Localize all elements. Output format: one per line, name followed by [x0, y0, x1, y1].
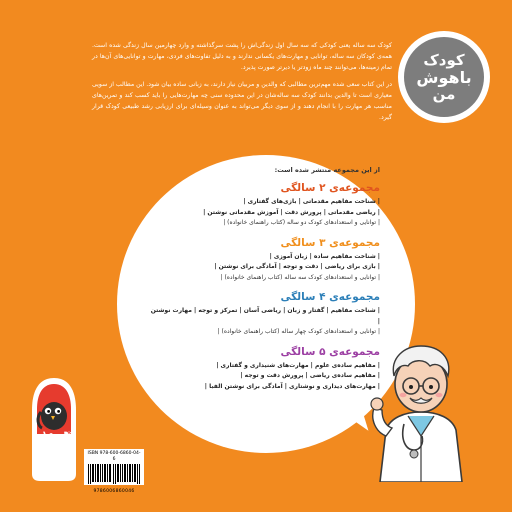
series-list-heading: از این مجموعه منتشر شده است:: [274, 166, 380, 174]
logo-line-3: من: [432, 84, 456, 103]
series-line: | شناخت مفاهیم مقدماتی | بازی‌های گفتاری |: [243, 198, 380, 205]
series-age-5: [150, 346, 380, 393]
intro-paragraph-2: در این کتاب سعی شده مهم‌ترین مطالبی که والدین و مربیان نیاز دارند، به زبانی ساده بیان شود. این مطالب از سویی معیاری است تا والدین بدانند کودک سه ساله‌شان در این محدوده سنی چه مهارت‌هایی را باید کسب کند و تمرین‌های مناسب هر مهارت را با انجام دهند و از سوی دیگر می‌تواند به عنوان وسیله‌ای برای ارزیابی رشد طبیعی کودک قرار گیرد.: [92, 80, 392, 122]
series-line: | بازی برای ریاضی | دقت و توجه | آمادگی برای نوشتن |: [214, 263, 380, 270]
barcode-bars: [87, 464, 141, 484]
series-title: مجموعه‌ی ۵ سالگی: [280, 345, 380, 358]
series-line: | شناخت مفاهیم ساده | زبان آموزی |: [269, 252, 380, 260]
series-list: [150, 166, 380, 400]
series-line: | مفاهیم ساده‌ی ریاضی | پرورش دقت و توجه |: [240, 372, 380, 379]
doctor-character-illustration: [360, 332, 482, 482]
isbn-label: ISBN 978-600-6860-04-6: [87, 451, 141, 462]
series-age-3: [150, 237, 380, 284]
logo-line-1: کودک: [423, 50, 465, 69]
intro-paragraph-1: کودک سه ساله یعنی کودکی که سه سال اول زندگی‌اش را پشت سرگذاشته و وارد چهارمین سال زندگی شده است. همه‌ی کودکان سه ساله، توانایی و مهارت‌های یکسانی ندارند و به دلیل تفاوت‌های فردی، مهارت و توانایی‌های آن‌ها در تمام زمینه‌ها، می‌توانند چند ماه زودتر یا دیرتر صورت پذیرد.: [92, 42, 392, 72]
logo-line-2: باهوش: [416, 67, 472, 87]
barcode: [84, 449, 144, 494]
series-age-4: [150, 291, 380, 338]
series-title: مجموعه‌ی ۳ سالگی: [280, 236, 380, 249]
series-title: مجموعه‌ی ۴ سالگی: [280, 291, 380, 303]
series-logo-badge: [404, 37, 484, 117]
publisher-name-line-1: کتاب: [42, 431, 57, 463]
series-line: | شناخت مفاهیم | گفتار و زبان | ریاضی آسان | تمرکز و توجه | مهارت نوشتن |: [150, 307, 380, 325]
publisher-name-line-2: پرنده: [57, 430, 72, 464]
publisher-name: [42, 418, 72, 476]
series-line: | مفاهیم ساده‌ی علوم | مهارت‌های شنیداری و گفتاری |: [216, 361, 380, 369]
series-line: | توانایی و استعدادهای کودک سه ساله (کتاب راهنمای خانواده) |: [220, 273, 380, 281]
barcode-digits: 9786006860046: [93, 489, 135, 494]
series-logo: [398, 31, 490, 123]
series-line: | مهارت‌های دیداری و نوشتاری | آمادگی برای نوشتن الفبا |: [204, 382, 380, 390]
series-line: | ریاضی مقدماتی | پرورش دقت | آموزش مقدماتی نوشتن |: [203, 208, 380, 216]
series-title: مجموعه‌ی ۲ سالگی: [280, 182, 380, 194]
series-line: | توانایی و استعدادهای کودک دو ساله (کتاب راهنمای خانواده) |: [223, 219, 380, 226]
intro-text: [92, 40, 392, 128]
series-age-2: [150, 182, 380, 229]
series-line: | توانایی و استعدادهای کودک چهار ساله (کتاب راهنمای خانواده) |: [217, 328, 380, 335]
